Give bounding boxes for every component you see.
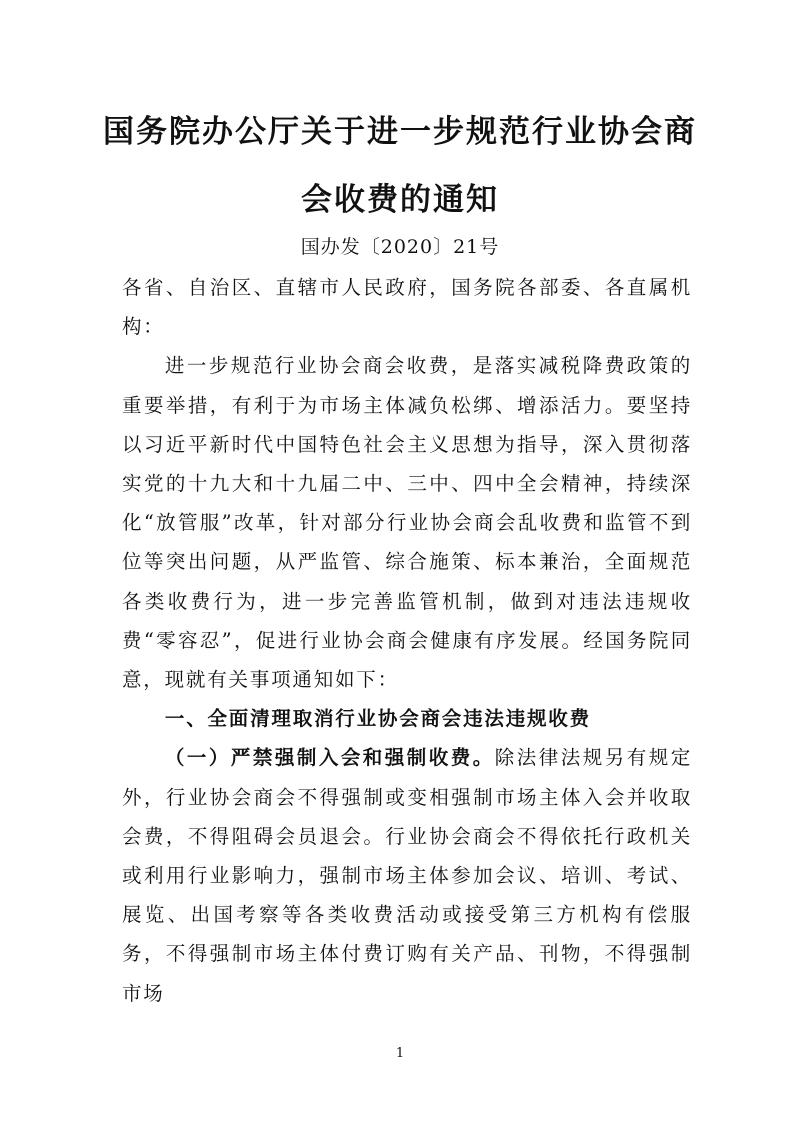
document-title-line-1: 国务院办公厅关于进一步规范行业协会商 xyxy=(103,114,697,150)
document-title-line-2: 会收费的通知 xyxy=(301,182,499,218)
item-1-paragraph xyxy=(122,738,692,1012)
item-1-heading: （一）严禁强制入会和强制收费。 xyxy=(164,746,495,770)
intro-paragraph: 进一步规范行业协会商会收费，是落实减税降费政策的重要举措，有利于为市场主体减负松绑、增添活力。要坚持以习近平新时代中国特色社会主义思想为指导，深入贯彻落实党的十九大和十九届二中、三中、四中全会精神，持续深化“放管服”改革，针对部分行业协会商会乱收费和监管不到位等突出问题，从严监管、综合施策、标本兼治，全面规范各类收费行为，进一步完善监管机制，做到对违法违规收费“零容忍”，促进行业协会商会健康有序发展。经国务院同意，现就有关事项通知如下： xyxy=(122,354,692,692)
page-number: 1 xyxy=(395,1046,405,1061)
section-1-heading: 一、全面清理取消行业协会商会违法违规收费 xyxy=(164,707,591,731)
document-body xyxy=(122,268,692,1013)
addressee: 各省、自治区、直辖市人民政府，国务院各部委、各直属机构： xyxy=(122,276,692,339)
document-number: 国办发〔2020〕21号 xyxy=(300,236,500,258)
item-1-text: 除法律法规另有规定外，行业协会商会不得强制或变相强制市场主体入会并收取会费，不得阻碍会员退会。行业协会商会不得依托行政机关或利用行业影响力，强制市场主体参加会议、培训、考试、展览、出国考察等各类收费活动或接受第三方机构有偿服务，不得强制市场主体付费订购有关产品、刊物，不得强制市场 xyxy=(122,746,692,1005)
